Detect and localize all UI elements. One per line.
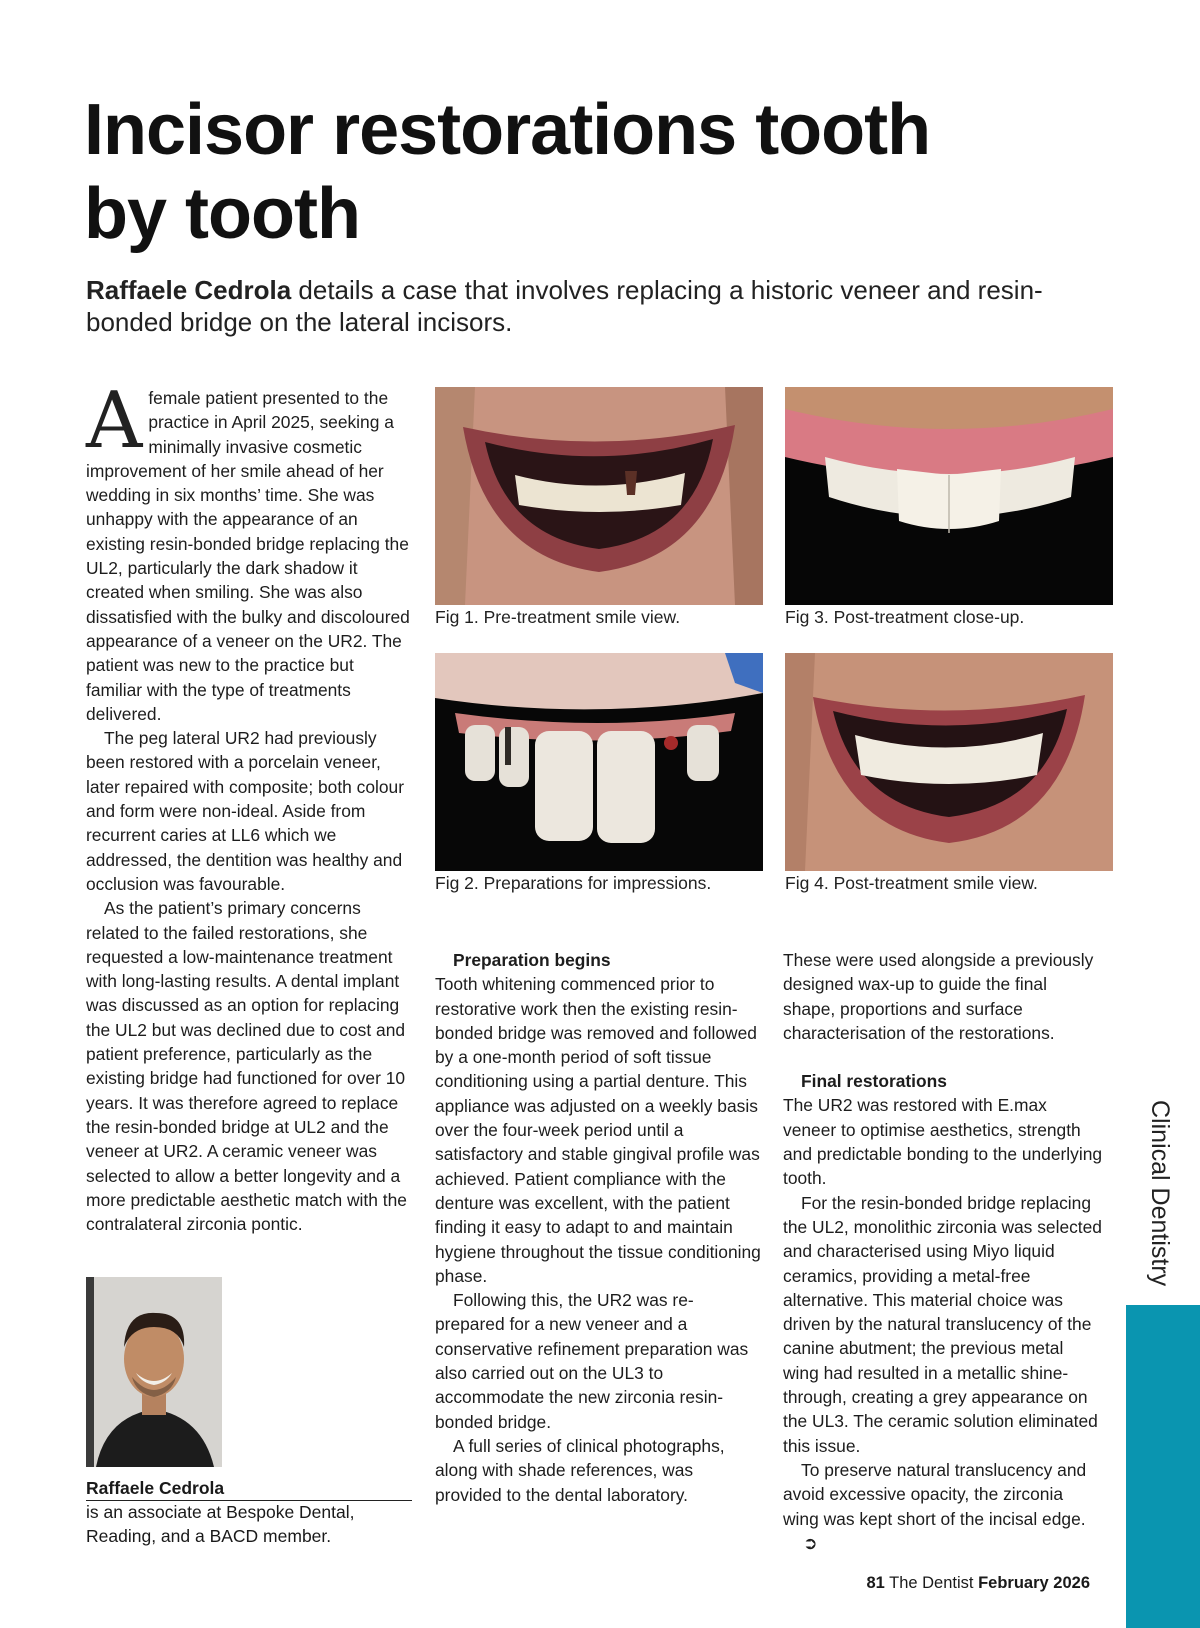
body-paragraph [783,1458,1103,1555]
body-paragraph: Following this, the UR2 was re-prepared for a new veneer and a conservative refinement preparation was also carried out on the UL3 to accommodate the new zirconia resin-bonded bridge. [435,1290,749,1432]
body-paragraph-text: To preserve natural translucency and avoid excessive opacity, the zirconia wing was kept short of the incisal edge. [783,1459,1087,1529]
body-paragraph: female patient presented to the practice in April 2025, seeking a minimally invasive cosmetic improvement of her smile ahead of her wedding in six months’ time. She was unhappy with the appearance of an existing resin-bonded bridge replacing the UL2, particularly the dark shadow it created when smiling. She was also dissatisfied with the bulky and discoloured appearance of a veneer on the UR2. The patient was new to the practice but familiar with the type of treatments delivered. [86,388,410,724]
figure-2-caption: Fig 2. Preparations for impressions. [435,873,712,893]
body-paragraph: The peg lateral UR2 had previously been restored with a porcelain veneer, later repaired with composite; both colour and form were non-ideal. Aside from recurrent caries at LL6 which we addressed, the dentition was healthy and occlusion was favourable. [86,728,405,894]
author-headshot [86,1277,222,1467]
figure-1-caption: Fig 1. Pre-treatment smile view. [435,607,681,627]
page-number: 81 [866,1574,885,1592]
body-paragraph: A full series of clinical photographs, along with shade references, was provided to the dental laboratory. [435,1435,725,1505]
body-paragraph: The UR2 was restored with E.max veneer to optimise aesthetics, strength and predictable bonding to the underlying tooth. [783,1095,1103,1189]
body-paragraph: These were used alongside a previously designed wax-up to guide the final shape, proportions and surface characterisation of the restorations. [783,950,1094,1043]
section-heading: Preparation begins [453,950,611,970]
standfirst [86,274,1096,338]
publication-name: The Dentist [884,1574,979,1592]
article-title: Incisor restorations tooth by tooth [84,90,931,254]
figure-2-photo [435,653,763,871]
issue-date: February 2026 [978,1574,1090,1592]
standfirst-author: Raffaele Cedrola [86,275,292,305]
figure-4-photo [785,653,1113,871]
author-name: Raffaele Cedrola [86,1476,412,1501]
body-column-3 [783,948,1103,1555]
figure-4-caption: Fig 4. Post-treatment smile view. [785,873,1038,893]
body-paragraph: As the patient’s primary concerns related to the failed restorations, she requested a low-maintenance treatment with long-lasting results. A dental implant was discussed as an option for replacing the UL2 but was declined due to cost and patient preference, particularly as the existing bridge had functioned for over 10 years. It was therefore agreed to replace the resin-bonded bridge at UL2 and the veneer at UR2. A ceramic veneer was selected to allow a better longevity and a more predictable aesthetic match with the contralateral zirconia pontic. [86,898,407,1235]
figure-1-photo [435,387,763,605]
body-column-2 [435,948,763,1507]
section-label: Clinical Dentistry [1146,1100,1174,1287]
body-paragraph: For the resin-bonded bridge replacing the UL2, monolithic zirconia was selected and characterised using Miyo liquid ceramics, providing a metal-free alternative. This material choice was driven by the natural translucency of the canine abutment; the previous metal wing had resulted in a metallic shine-through, creating a grey appearance on the UL3. The ceramic solution eliminated this issue. [783,1192,1102,1456]
section-colour-bar [1126,1305,1200,1628]
figure-3-photo [785,387,1113,605]
author-bio: is an associate at Bespoke Dental, Reading, and a BACD member. [86,1502,355,1546]
body-column-1 [86,376,414,1236]
continue-arrow-icon: ➲ [803,1532,818,1553]
drop-cap: A [86,376,143,466]
body-paragraph: Tooth whitening commenced prior to restorative work then the existing resin-bonded bridge was removed and followed by a one-month period of soft tissue conditioning using a partial denture. This appliance was adjusted on a weekly basis over the four-week period until a satisfactory and stable gingival profile was achieved. Patient compliance with the denture was excellent, with the patient finding it easy to adapt to and maintain hygiene throughout the tissue conditioning phase. [435,974,761,1286]
figure-3-caption: Fig 3. Post-treatment close-up. [785,607,1025,627]
page-footer [866,1574,1090,1593]
standfirst-text: details a case that involves replacing a historic veneer and resin-bonded bridge on the lateral incisors. [86,275,1043,337]
section-heading: Final restorations [801,1071,947,1092]
